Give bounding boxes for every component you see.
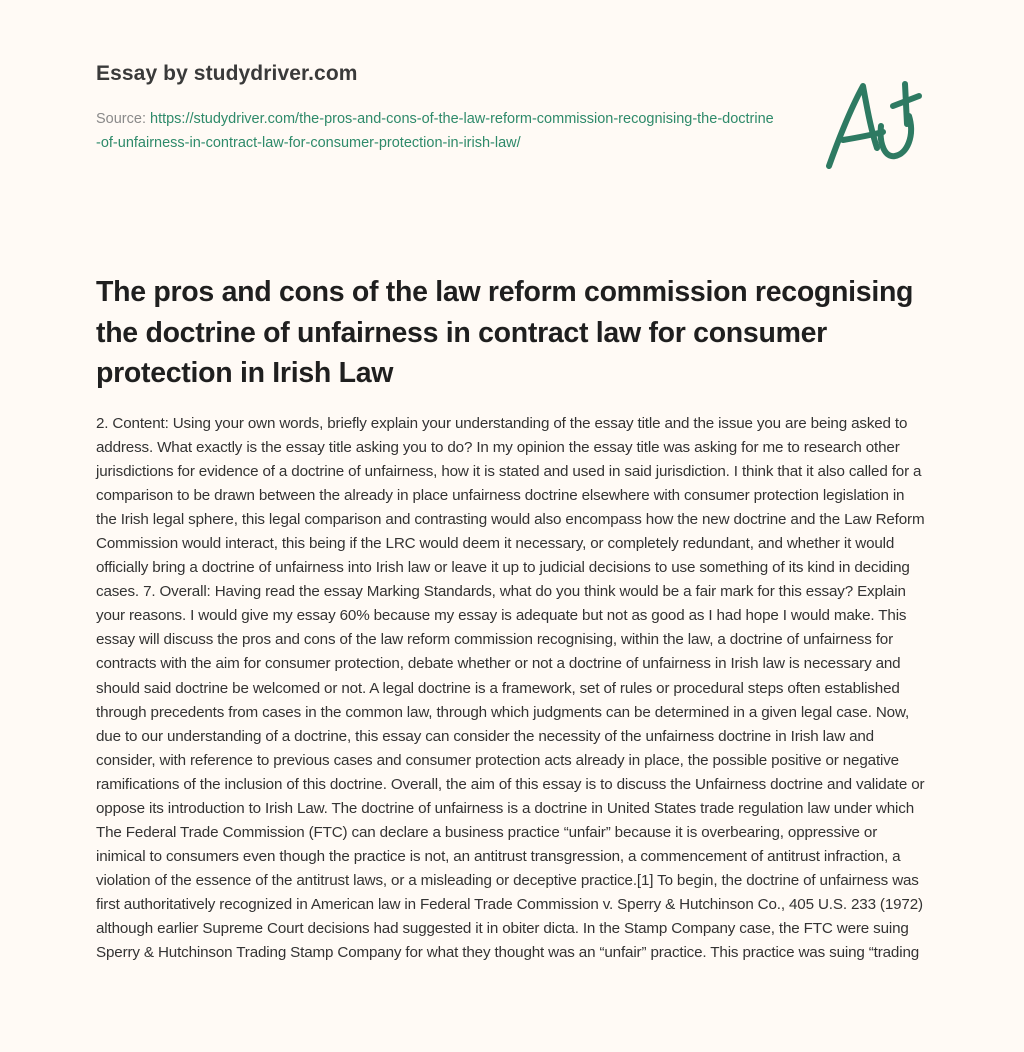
- source-line: [96, 107, 776, 155]
- brand-title: Essay by studydriver.com: [96, 62, 358, 85]
- source-label: Source:: [96, 111, 150, 127]
- essay-title: The pros and cons of the law reform commission recognising the doctrine of unfairness in contract law for consumer protection in Irish Law: [96, 276, 914, 389]
- essay-page: [96, 0, 928, 962]
- a-plus-grade-icon: [823, 78, 927, 174]
- source-link[interactable]: https://studydriver.com/the-pros-and-cons-of-the-law-reform-commission-recognising-the-doctrine-of-unfairness-in-contract-law-for-consumer-protection-in-irish-law/: [96, 111, 774, 151]
- essay-body: 2. Content: Using your own words, briefly explain your understanding of the essay title and the issue you are being asked to address. What exactly is the essay title asking you to do? In my opinion the essay title was asking for me to research other jurisdictions for evidence of a doctrine of unfairness, how it is stated and used in said jurisdiction. I think that it also called for a comparison to be drawn between the already in place unfairness doctrine elsewhere with consumer protection legislation in the Irish legal sphere, this legal comparison and contrasting would also encompass how the new doctrine and the Law Reform Commission would interact, this being if the LRC would deem it necessary, or completely redundant, and whether it would officially bring a doctrine of unfairness into Irish law or leave it up to judicial decisions to use something of its kind in deciding cases. 7. Overall: Having read the essay Marking Standards, what do you think would be a fair mark for this essay? Explain your reasons. I would give my essay 60% because my essay is adequate but not as good as I had hope I would make. This essay will discuss the pros and cons of the law reform commission recognising, within the law, a doctrine of unfairness for contracts with the aim for consumer protection, debate whether or not a doctrine of unfairness in Irish law is necessary and should said doctrine be welcomed or not. A legal doctrine is a framework, set of rules or procedural steps often established through precedents from cases in the common law, through which judgments can be determined in a given legal case. Now, due to our understanding of a doctrine, this essay can consider the necessity of the unfairness doctrine in Irish law and consider, with reference to previous cases and consumer protection acts already in place, the possible positive or negative ramifications of the inclusion of this doctrine. Overall, the aim of this essay is to discuss the Unfairness doctrine and validate or oppose its introduction to Irish Law. The doctrine of unfairness is a doctrine in United States trade regulation law under which The Federal Trade Commission (FTC) can declare a business practice “unfair” because it is overbearing, oppressive or inimical to consumers even though the practice is not, an antitrust transgression, a commencement of antitrust infraction, a violation of the essence of the antitrust laws, or a misleading or deceptive practice.[1] To begin, the doctrine of unfairness was first authoritatively recognized in American law in Federal Trade Commission v. Sperry & Hutchinson Co., 405 U.S. 233 (1972) although earlier Supreme Court decisions had suggested it in obiter dicta. In the Stamp Company case, the FTC were suing Sperry & Hutchinson Trading Stamp Company for what they thought was an “unfair” practice. This practice was suing “trading: [96, 415, 925, 962]
- page-header: [96, 0, 928, 240]
